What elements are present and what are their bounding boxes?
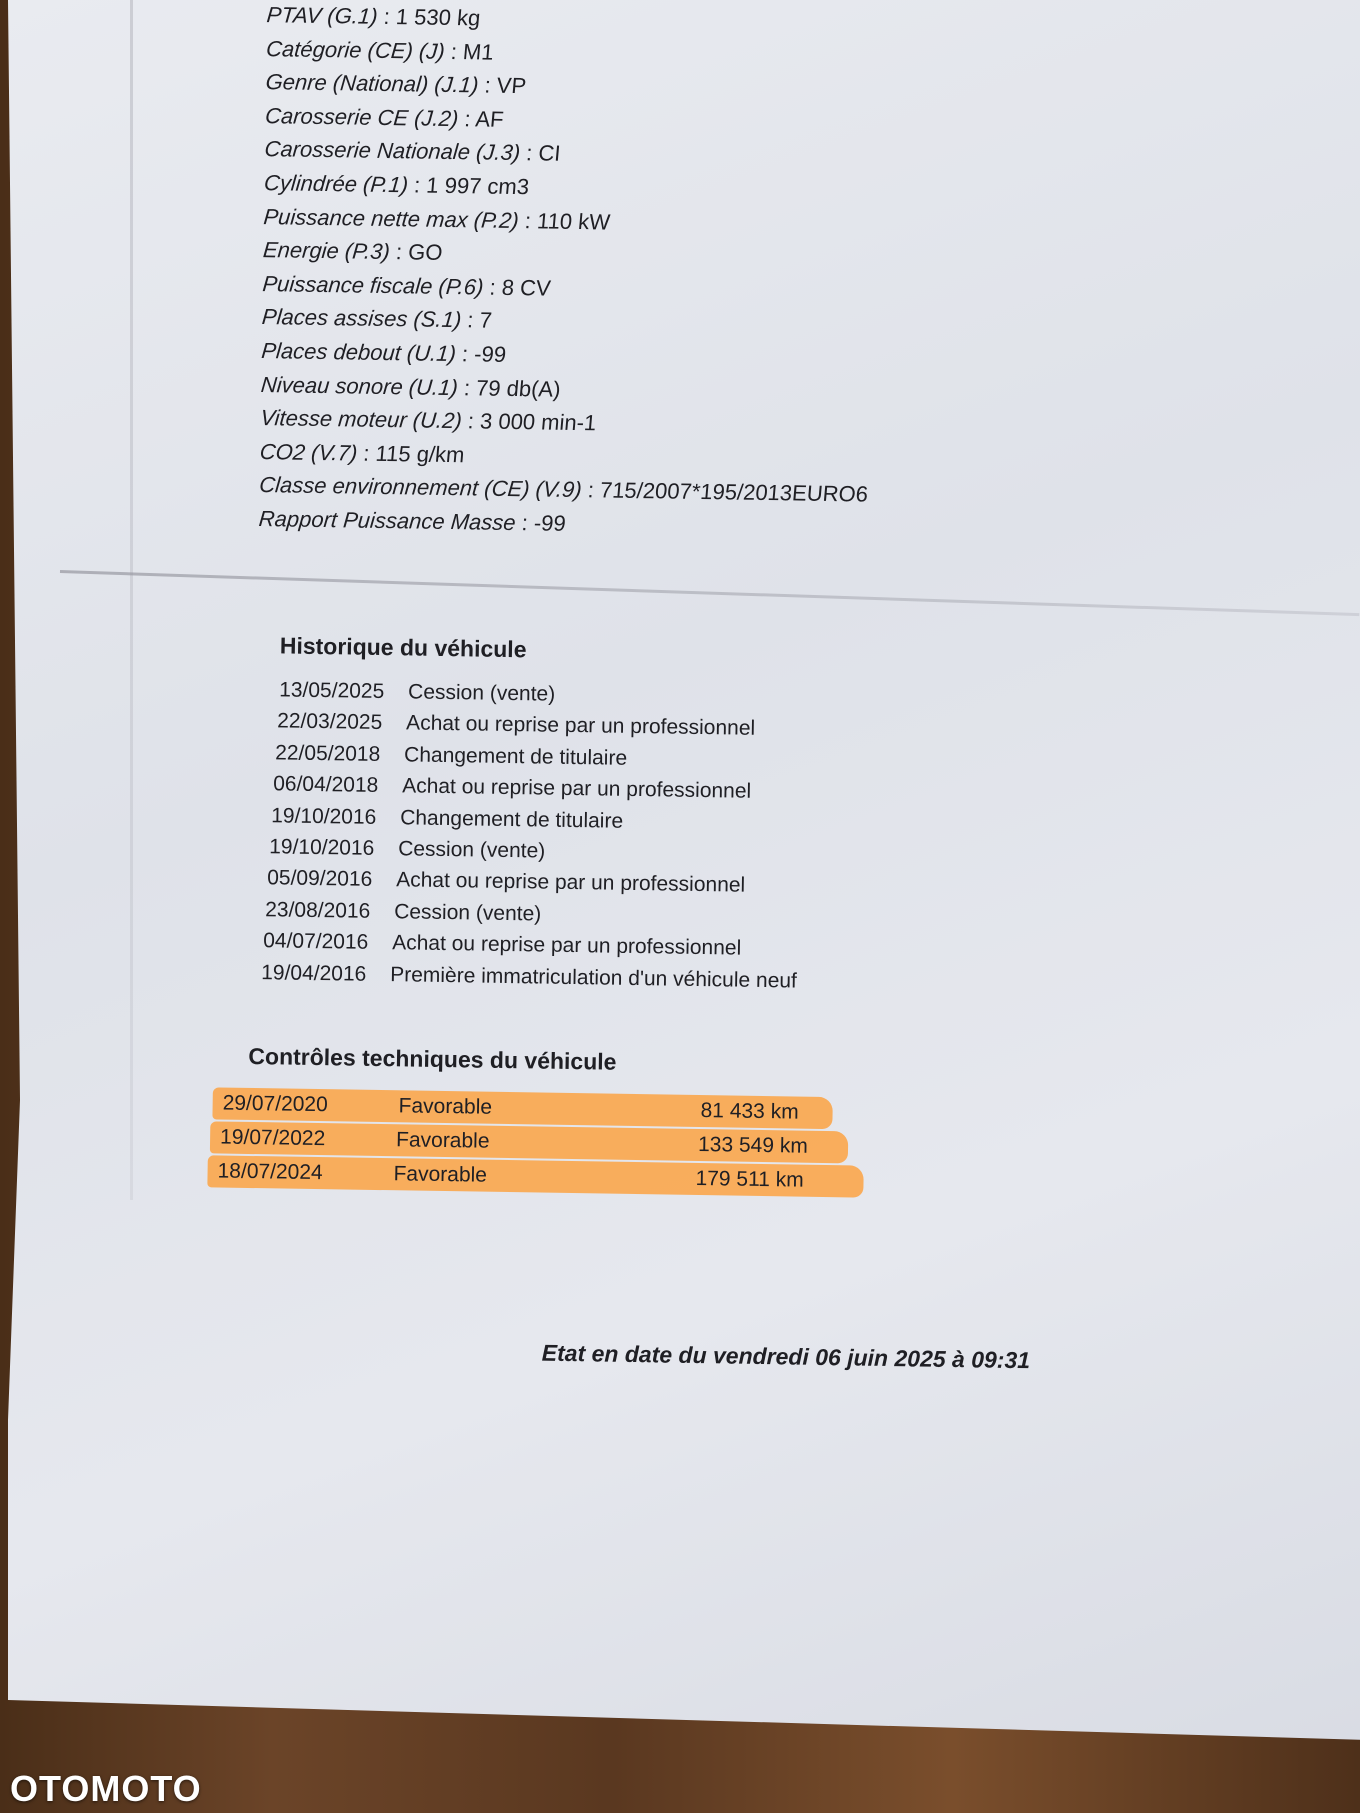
spec-value: 7 [478,307,493,334]
spec-separator: : [356,440,377,466]
spec-separator: : [454,341,476,367]
spec-label: Niveau sonore (U.1) [259,371,459,400]
inspection-date: 19/07/2022 [219,1125,326,1151]
spec-row [264,102,505,132]
inspection-km: 179 511 km [695,1166,804,1192]
spec-label: Catégorie (CE) (J) [265,35,446,64]
history-event: Changement de titulaire [403,743,628,770]
spec-value: 715/2007*195/2013EURO6 [599,477,870,507]
history-date: 19/10/2016 [271,803,377,829]
spec-row [259,371,562,402]
inspection-km: 81 433 km [700,1099,799,1124]
spec-value: GO [407,239,444,266]
history-date: 22/03/2025 [276,709,383,735]
spec-label: Vitesse moteur (U.2) [259,405,463,434]
spec-separator: : [388,239,410,265]
history-event: Achat ou reprise par un professionnel [401,774,752,803]
spec-row [262,203,612,235]
spec-value: 115 g/km [374,440,466,468]
spec-separator: : [460,408,482,434]
spec-row [263,172,530,198]
spec-value: 1 997 cm3 [425,172,531,200]
status-date-line: Etat en date du vendredi 06 juin 2025 à 09:31 [541,1339,1031,1374]
history-date: 06/04/2018 [273,772,379,798]
spec-row [258,508,567,535]
spec-label: PTAV (G.1) [265,2,379,29]
spec-label: Puissance nette max (P.2) [262,203,520,233]
history-event: Changement de titulaire [399,805,624,833]
history-event: Achat ou reprise par un professionnel [396,868,746,898]
history-date: 19/04/2016 [261,960,367,986]
history-title: Historique du véhicule [279,632,527,663]
otomoto-watermark-logo: OTOMOTO [10,1768,202,1809]
spec-value: 110 kW [536,207,612,235]
spec-label: Genre (National) (J.1) [264,69,480,98]
spec-separator: : [514,510,536,536]
spec-label: Rapport Puissance Masse [257,506,517,536]
history-date: 23/08/2016 [265,897,371,923]
spec-row [265,35,495,65]
spec-separator: : [456,374,478,401]
spec-separator: : [519,140,540,166]
history-event: Cession (vente) [398,837,546,863]
spec-row [264,138,562,165]
spec-label: Places assises (S.1) [260,304,463,333]
inspection-result: Favorable [395,1128,490,1153]
spec-separator: : [457,105,477,132]
inspection-result: Favorable [393,1162,488,1187]
spec-value: M1 [462,38,495,65]
spec-separator: : [443,38,465,64]
spec-row [265,71,527,97]
history-date: 13/05/2025 [278,678,385,704]
spec-row [261,270,552,301]
spec-separator: : [406,172,428,198]
inspection-date: 29/07/2020 [222,1091,328,1117]
inspection-date: 18/07/2024 [217,1159,323,1185]
spec-value: 79 db(A) [475,375,562,402]
spec-label: Classe environnement (CE) (V.9) [258,472,583,503]
history-event: Achat ou reprise par un professionnel [392,931,742,960]
spec-row [259,407,597,434]
spec-value: -99 [532,510,567,536]
spec-label: Puissance fiscale (P.6) [261,270,485,300]
history-event: Première immatriculation d'un véhicule neuf [390,962,798,993]
spec-value: CI [537,140,562,167]
spec-label: Energie (P.3) [262,237,391,265]
spec-separator: : [376,3,398,30]
spec-value: AF [474,106,505,132]
spec-row [258,438,466,468]
spec-row [258,474,868,506]
history-event: Cession (vente) [407,680,556,706]
spec-separator: : [517,207,539,233]
spec-separator: : [580,477,602,503]
spec-separator: : [482,274,503,300]
inspection-result: Favorable [398,1094,493,1119]
inspection-km: 133 549 km [697,1133,808,1158]
spec-value: VP [495,72,528,99]
spec-value: 3 000 min-1 [479,408,598,436]
history-event: Achat ou reprise par un professionnel [405,711,756,741]
spec-label: Carosserie Nationale (J.3) [263,136,522,166]
history-date: 04/07/2016 [263,929,369,955]
spec-separator: : [460,307,481,333]
spec-label: Carosserie CE (J.2) [264,102,460,131]
spec-label: Places debout (U.1) [260,338,458,367]
spec-value: -99 [473,341,508,367]
history-event: Cession (vente) [394,900,542,926]
history-date: 22/05/2018 [274,741,381,766]
spec-label: CO2 (V.7) [258,438,359,466]
spec-row [261,306,493,332]
spec-label: Cylindrée (P.1) [263,170,410,198]
history-date: 05/09/2016 [267,866,373,892]
spec-value: 1 530 kg [394,4,482,31]
spec-separator: : [477,72,498,98]
history-date: 19/10/2016 [269,835,375,860]
spec-value: 8 CV [500,274,552,301]
spec-row [261,340,507,366]
spec-row [262,239,443,264]
spec-row [266,4,481,29]
inspections-title: Contrôles techniques du véhicule [248,1042,617,1075]
